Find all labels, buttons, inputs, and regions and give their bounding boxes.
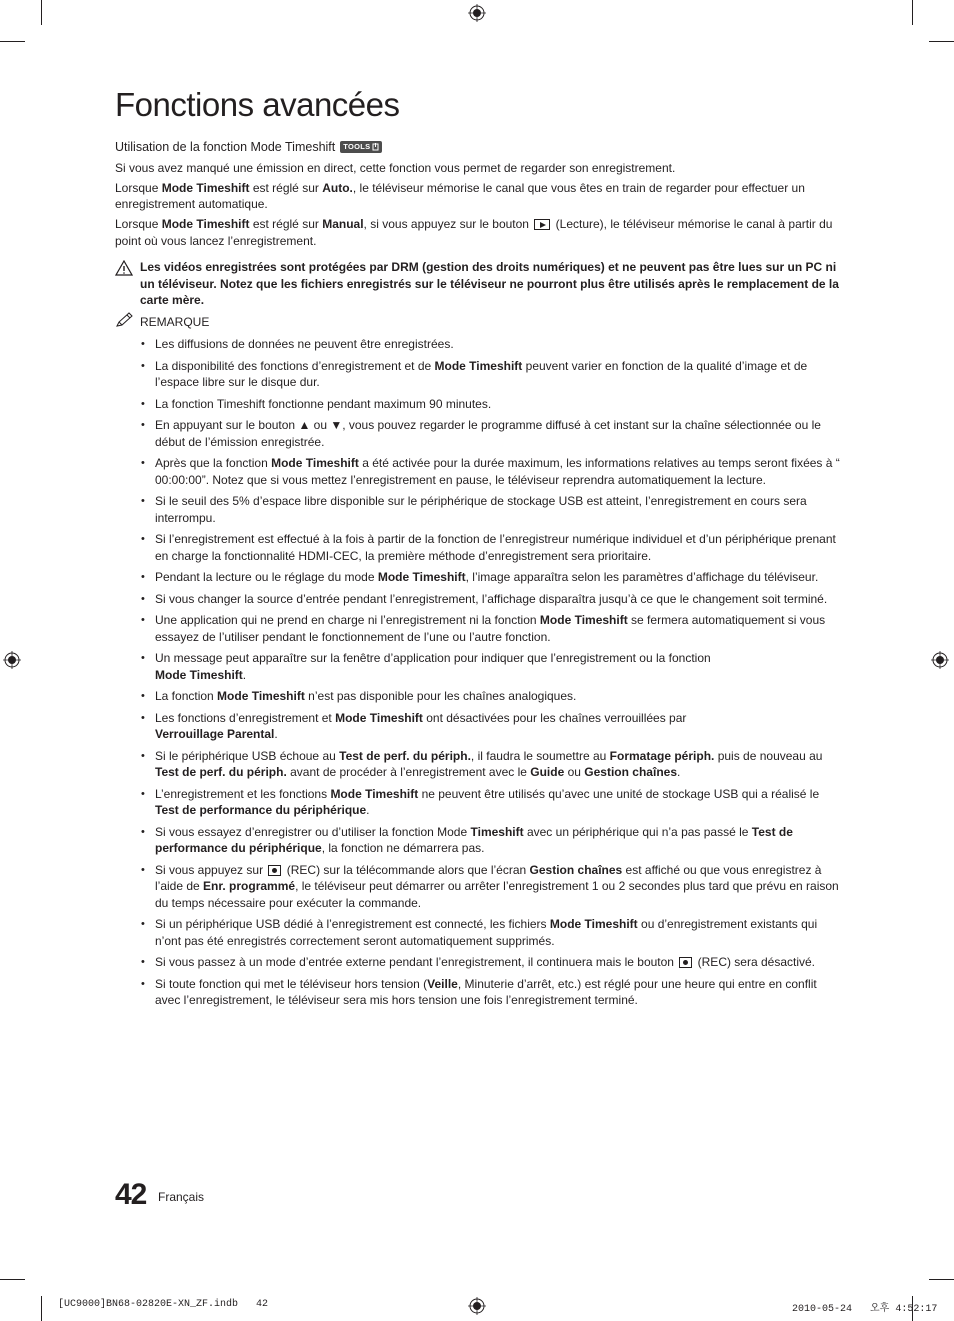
warning-note bbox=[115, 259, 840, 309]
list-item: • Si toute fonction qui met le téléviseur hors tension (Veille, Minuterie d’arrêt, etc.) est réglé pour une heure qui entre en conflit avec l’enregistrement, le téléviseur sera mis hors tension une fois l’enregistrement terminé. bbox=[115, 976, 840, 1009]
section-heading-text: Utilisation de la fonction Mode Timeshift bbox=[115, 140, 336, 154]
crop-mark bbox=[0, 41, 25, 42]
list-item: • Si vous appuyez sur (REC) sur la télécommande alors que l’écran Gestion chaînes est affiché ou que vous enregistrez à l’aide de Enr. programmé, le téléviseur peut démarrer ou arrêter l’enregistrement 1 ou 2 secondes plus tard que prévu en raison du temps nécessaire pour exécuter la commande. bbox=[115, 862, 840, 912]
auto-paragraph: Lorsque Mode Timeshift est réglé sur Auto., le téléviseur mémorise le canal que vous êtes en train de regarder pour effectuer un enregistrement automatique. bbox=[115, 180, 805, 211]
list-item: • Si vous essayez d’enregistrer ou d’utiliser la fonction Mode Timeshift avec un périphérique qui n’a pas passé le Test de performance du périphérique, la fonction ne démarrera pas. bbox=[115, 824, 840, 857]
list-item: • Un message peut apparaître sur la fenêtre d’application pour indiquer que l’enregistrement ou la fonction Mode Timeshift. bbox=[115, 650, 840, 683]
page-title: Fonctions avancées bbox=[115, 86, 400, 123]
note-label: REMARQUE bbox=[140, 314, 210, 329]
registration-mark-icon bbox=[3, 651, 21, 669]
tools-badge bbox=[340, 141, 382, 153]
note-header bbox=[115, 314, 840, 331]
notes-list bbox=[115, 336, 840, 1009]
list-item: • L’enregistrement et les fonctions Mode Timeshift ne peuvent être utilisés qu’avec une unité de stockage USB qui a réalisé le Test de performance du périphérique. bbox=[115, 786, 840, 819]
footer-file: [UC9000]BN68-02820E-XN_ZF.indb 42 bbox=[58, 1299, 269, 1310]
play-button-icon bbox=[534, 219, 550, 230]
list-item: • Une application qui ne prend en charge ni l’enregistrement ni la fonction Mode Timeshift se fermera automatiquement si vous essayez de l’utiliser pendant le fonctionnement de l’une ou l’autre fonction. bbox=[115, 612, 840, 645]
registration-mark-icon bbox=[468, 1297, 486, 1315]
crop-mark bbox=[929, 1279, 954, 1280]
list-item: • Si le seuil des 5% d’espace libre disponible sur le périphérique de stockage USB est atteint, l’enregistrement en cours sera interrompu. bbox=[115, 493, 840, 526]
list-item: • La fonction Timeshift fonctionne pendant maximum 90 minutes. bbox=[115, 396, 840, 413]
footer-date: 2010-05-24 오후 4:52:17 bbox=[792, 1304, 938, 1315]
manual-paragraph: Lorsque Mode Timeshift est réglé sur Manual, si vous appuyez sur le bouton (Lecture), le téléviseur mémorise le canal à partir du point où vous lancez l’enregistrement. bbox=[115, 217, 833, 248]
list-item: • Si un périphérique USB dédié à l’enregistrement est connecté, les fichiers Mode Timeshift ou d’enregistrement existants qui n’ont pas été enregistrés correctement seront automatiquement supprimés. bbox=[115, 916, 840, 949]
list-item: • Après que la fonction Mode Timeshift a été activée pour la durée maximum, les informations relatives au temps seront fixées à “ 00:00:00”. Notez que si vous mettez l’enregistrement en pause, le téléviseur reprendra automatiquement la lecture. bbox=[115, 455, 840, 488]
tools-hand-icon bbox=[372, 143, 379, 151]
intro-paragraph: Si vous avez manqué une émission en direct, cette fonction vous permet de regarder son enregistrement. bbox=[115, 160, 676, 175]
warning-icon bbox=[115, 260, 133, 276]
list-item: • La fonction Mode Timeshift n’est pas disponible pour les chaînes analogiques. bbox=[115, 688, 840, 705]
registration-mark-icon bbox=[468, 4, 486, 22]
registration-mark-icon bbox=[931, 651, 949, 669]
crop-mark bbox=[0, 1279, 25, 1280]
list-item: • En appuyant sur le bouton ▲ ou ▼, vous pouvez regarder le programme diffusé à cet instant sur la chaîne sélectionnée ou le début de l’émission enregistrée. bbox=[115, 417, 840, 450]
list-item: • Si vous passez à un mode d’entrée externe pendant l’enregistrement, il continuera mais le bouton (REC) sera désactivé. bbox=[115, 954, 840, 971]
rec-button-icon bbox=[679, 957, 692, 968]
crop-mark bbox=[41, 0, 42, 25]
list-item: • Pendant la lecture ou le réglage du mode Mode Timeshift, l’image apparaîtra selon les paramètres d’affichage du téléviseur. bbox=[115, 569, 840, 586]
page-language: Français bbox=[158, 1190, 205, 1204]
crop-mark bbox=[929, 41, 954, 42]
crop-mark bbox=[912, 0, 913, 25]
main-content bbox=[115, 139, 840, 1014]
pencil-note-icon bbox=[115, 312, 135, 328]
warning-text: Les vidéos enregistrées sont protégées par DRM (gestion des droits numériques) et ne peuvent pas être lues sur un PC ni un téléviseur. Notez que les fichiers enregistrés sur le téléviseur ne pourront plus être utilisés après le remplacement de la carte mère. bbox=[140, 260, 839, 307]
rec-button-icon bbox=[268, 865, 281, 876]
crop-mark bbox=[41, 1296, 42, 1321]
list-item: • Si vous changer la source d’entrée pendant l’enregistrement, l’affichage disparaîtra jusqu’à ce que le changement soit terminé. bbox=[115, 591, 840, 608]
tools-badge-label: TOOLS bbox=[343, 142, 371, 151]
section-heading bbox=[115, 139, 840, 156]
page-number: 42 bbox=[115, 1178, 147, 1211]
list-item: • Si l’enregistrement est effectué à la fois à partir de la fonction de l’enregistreur numérique individuel et d’un périphérique prenant en charge la fonctionnalité HDMI-CEC, la première méthode d’enregistrement sera prioritaire. bbox=[115, 531, 840, 564]
list-item: • Si le périphérique USB échoue au Test de perf. du périph., il faudra le soumettre au Formatage périph. puis de nouveau au Test de perf. du périph. avant de procéder à l’enregistrement avec le Guide ou Gestion chaînes. bbox=[115, 748, 840, 781]
list-item: • Les fonctions d’enregistrement et Mode Timeshift ont désactivées pour les chaînes verrouillées par Verrouillage Parental. bbox=[115, 710, 840, 743]
list-item: • La disponibilité des fonctions d’enregistrement et de Mode Timeshift peuvent varier en fonction de la qualité d’image et de l’espace libre sur le disque dur. bbox=[115, 358, 840, 391]
list-item: • Les diffusions de données ne peuvent être enregistrées. bbox=[115, 336, 840, 353]
